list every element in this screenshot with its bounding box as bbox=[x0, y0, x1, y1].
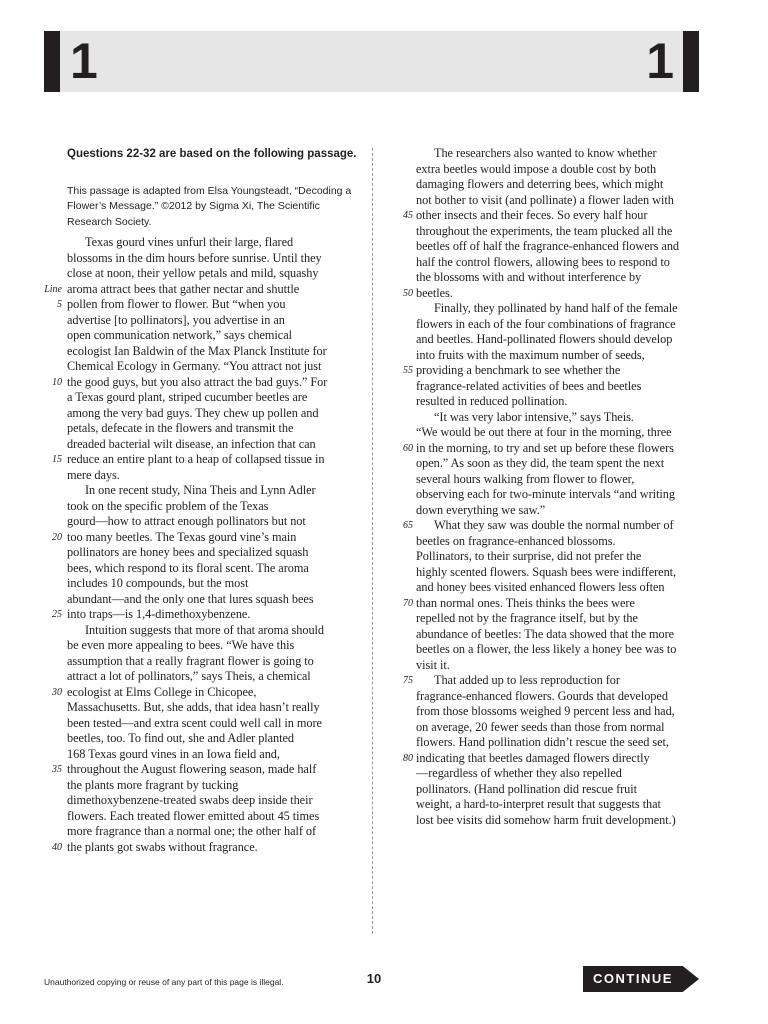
passage-line: That added up to less reproduction for bbox=[434, 673, 620, 687]
passage-line: damaging flowers and deterring bees, which might bbox=[416, 177, 664, 191]
passage-line: Pollinators, to their surprise, did not prefer the bbox=[416, 549, 642, 563]
line-number: 5 bbox=[57, 299, 62, 310]
passage-line: blossoms in the dim hours before sunrise. Until they bbox=[67, 250, 322, 265]
line-number: 70 bbox=[403, 597, 413, 609]
section-number-right: 1 bbox=[646, 33, 674, 89]
passage-line: lost bee visits did somehow harm fruit development.) bbox=[416, 812, 676, 827]
passage-line: throughout the experiments, the team plucked all the bbox=[416, 223, 673, 238]
line-number: 65 bbox=[403, 520, 413, 531]
line-number: 35 bbox=[52, 764, 62, 775]
passage-line: the good guys, but you also attract the bad guys.” For bbox=[67, 374, 328, 389]
line-number: 15 bbox=[52, 454, 62, 465]
line-number: 45 bbox=[403, 210, 413, 221]
passage-line: beetles on a flower, the less likely a honey bee was to bbox=[416, 642, 677, 656]
line-number: 20 bbox=[52, 531, 62, 543]
continue-button bbox=[583, 966, 699, 992]
column-divider bbox=[372, 148, 373, 934]
passage-line: includes 10 compounds, but the most bbox=[67, 576, 249, 590]
passage-line: among the very bad guys. They chew up pollen and bbox=[67, 405, 319, 420]
line-number: 50 bbox=[403, 287, 413, 299]
passage-line: the plants got swabs without fragrance. bbox=[67, 839, 258, 854]
passage-line: on average, 20 fewer seeds than those from normal bbox=[416, 719, 665, 734]
passage-line: too many beetles. The Texas gourd vine’s main bbox=[67, 529, 297, 544]
passage-line: advertise [to pollinators], you advertise in an bbox=[67, 312, 285, 327]
section-bar-right bbox=[683, 31, 699, 92]
passage-line: Finally, they pollinated by hand half of the female bbox=[434, 301, 678, 315]
passage-line: half the control flowers, allowing bees to respond to bbox=[416, 254, 670, 269]
passage-line: down everything we saw.” bbox=[416, 502, 546, 517]
source-line: This passage is adapted from Elsa Youngsteadt, “Decoding a bbox=[67, 185, 352, 197]
line-number: 80 bbox=[403, 752, 413, 764]
question-intro: Questions 22-32 are based on the following passage. bbox=[67, 148, 357, 160]
passage-line: close at noon, their yellow petals and mild, squashy bbox=[67, 266, 319, 280]
passage-line: aroma attract bees that gather nectar and shuttle bbox=[67, 281, 300, 296]
passage-line: throughout the August flowering season, made half bbox=[67, 762, 317, 776]
passage-line: repelled not by the fragrance itself, but by the bbox=[416, 611, 638, 625]
passage-line: gourd—how to attract enough pollinators but not bbox=[67, 514, 306, 528]
passage-line: bees, which respond to its floral scent. The aroma bbox=[67, 560, 309, 575]
passage-line: resulted in reduced pollination. bbox=[416, 394, 568, 408]
passage-line: dimethoxybenzene-treated swabs deep inside their bbox=[67, 793, 313, 807]
passage-line: visit it. bbox=[416, 657, 450, 672]
passage-line: took on the specific problem of the Texas bbox=[67, 498, 269, 513]
source-line: Flower’s Message.” ©2012 by Sigma Xi, The Scientific bbox=[67, 200, 320, 213]
passage-line: open communication network,” says chemical bbox=[67, 328, 292, 342]
section-number-left: 1 bbox=[70, 33, 98, 89]
passage-line: pollen from flower to flower. But “when you bbox=[67, 297, 286, 311]
passage-line: pollinators are honey bees and specialized squash bbox=[67, 545, 309, 559]
passage-line: than normal ones. Theis thinks the bees were bbox=[416, 595, 635, 610]
passage-line: abundant—and the only one that lures squash bees bbox=[67, 591, 314, 606]
passage-line: Texas gourd vines unfurl their large, flared bbox=[85, 235, 294, 249]
passage-line: and beetles. Hand-pollinated flowers should develop bbox=[416, 332, 673, 346]
passage-line: several hours walking from flower to flower, bbox=[416, 471, 635, 486]
line-number: 10 bbox=[52, 376, 62, 388]
line-label: Line bbox=[44, 283, 62, 295]
passage-line: and honey bees visited enhanced flowers less often bbox=[416, 580, 665, 594]
passage-line: fragrance-related activities of bees and beetles bbox=[416, 378, 642, 393]
passage-line: petals, defecate in the flowers and transmit the bbox=[67, 421, 294, 435]
passage-line: open.” As soon as they did, the team spent the next bbox=[416, 456, 665, 470]
passage-line: dreaded bacterial wilt disease, an infection that can bbox=[67, 436, 316, 451]
passage-line: in the morning, to try and set up before these flowers bbox=[416, 440, 674, 455]
passage-line: In one recent study, Nina Theis and Lynn Adler bbox=[85, 483, 316, 497]
page-number: 10 bbox=[366, 971, 382, 986]
passage-line: beetles off of half the fragrance-enhanced flowers and bbox=[416, 239, 680, 253]
line-number: 40 bbox=[52, 841, 62, 853]
passage-line: Chemical Ecology in Germany. “You attract not just bbox=[67, 359, 322, 373]
section-header bbox=[44, 31, 699, 92]
line-number: 60 bbox=[403, 442, 413, 454]
passage-line: beetles on fragrance-enhanced blossoms. bbox=[416, 533, 616, 548]
passage-line: abundance of beetles: The data showed that the more bbox=[416, 626, 675, 641]
passage-line: Massachusetts. But, she adds, that idea hasn’t really bbox=[67, 700, 320, 714]
passage-line: highly scented flowers. Squash bees were indifferent, bbox=[416, 564, 677, 579]
passage-line: assumption that a really fragrant flower is going to bbox=[67, 653, 314, 668]
source-line: Research Society. bbox=[67, 215, 152, 228]
passage-line: The researchers also wanted to know whether bbox=[434, 146, 657, 160]
passage-line: fragrance-enhanced flowers. Gourds that developed bbox=[416, 688, 668, 703]
passage-line: into traps—is 1,4-dimethoxybenzene. bbox=[67, 607, 251, 621]
passage-line: more fragrance than a normal one; the other half of bbox=[67, 824, 317, 838]
passage-line: observing each for two-minute intervals “and writing bbox=[416, 487, 675, 501]
passage-line: into fruits with the maximum number of seeds, bbox=[416, 347, 645, 362]
line-number: 75 bbox=[403, 675, 413, 686]
passage-line: reduce an entire plant to a heap of collapsed tissue in bbox=[67, 452, 325, 466]
passage-line: been tested—and extra scent could well call in more bbox=[67, 715, 322, 730]
passage-line: beetles. bbox=[416, 285, 453, 300]
passage-line: pollinators. (Hand pollination did rescue fruit bbox=[416, 781, 637, 796]
passage-line: beetles, too. To find out, she and Adler planted bbox=[67, 731, 295, 745]
passage-line: —regardless of whether they also repelled bbox=[416, 766, 622, 780]
passage-line: “We would be out there at four in the morning, three bbox=[416, 425, 672, 439]
passage-line: the plants more fragrant by tucking bbox=[67, 777, 239, 792]
passage-line: flowers. Each treated flower emitted about 45 times bbox=[67, 808, 320, 823]
passage-line: other insects and their feces. So every half hour bbox=[416, 208, 648, 222]
passage-line: “It was very labor intensive,” says Theis. bbox=[434, 409, 634, 424]
passage-line: the blossoms with and without interference by bbox=[416, 270, 642, 284]
continue-label: CONTINUE bbox=[593, 971, 673, 986]
line-number: 30 bbox=[52, 686, 62, 698]
passage-line: extra beetles would impose a double cost by both bbox=[416, 161, 657, 176]
passage-line: be even more appealing to bees. “We have this bbox=[67, 638, 295, 652]
passage-line: providing a benchmark to see whether the bbox=[416, 363, 621, 377]
line-number: 55 bbox=[403, 365, 413, 376]
passage-line: Intuition suggests that more of that aroma should bbox=[85, 622, 325, 637]
passage-line: indicating that beetles damaged flowers directly bbox=[416, 750, 650, 765]
passage-line: a Texas gourd plant, striped cucumber beetles are bbox=[67, 390, 308, 404]
passage-line: ecologist at Elms College in Chicopee, bbox=[67, 684, 257, 699]
passage-line: mere days. bbox=[67, 467, 120, 482]
passage-line: ecologist Ian Baldwin of the Max Planck Institute for bbox=[67, 343, 327, 358]
passage-line: 168 Texas gourd vines in an Iowa field and, bbox=[67, 746, 280, 761]
passage-line: What they saw was double the normal number of bbox=[434, 518, 674, 532]
passage-line: not bother to visit (and pollinate) a flower laden with bbox=[416, 192, 674, 207]
line-number: 25 bbox=[52, 609, 62, 620]
passage-line: from those blossoms weighed 9 percent less and had, bbox=[416, 704, 675, 718]
passage-line: attract a lot of pollinators,” says Theis, a chemical bbox=[67, 669, 311, 683]
section-bar-left bbox=[44, 31, 60, 92]
passage-line: weight, a hard-to-interpret result that suggests that bbox=[416, 797, 661, 811]
passage-source bbox=[67, 184, 359, 230]
passage-line: flowers. Hand pollination didn’t rescue the seed set, bbox=[416, 735, 669, 749]
passage-line: flowers in each of the four combinations of fragrance bbox=[416, 316, 676, 331]
copyright-notice: Unauthorized copying or reuse of any part of this page is illegal. bbox=[44, 977, 284, 987]
